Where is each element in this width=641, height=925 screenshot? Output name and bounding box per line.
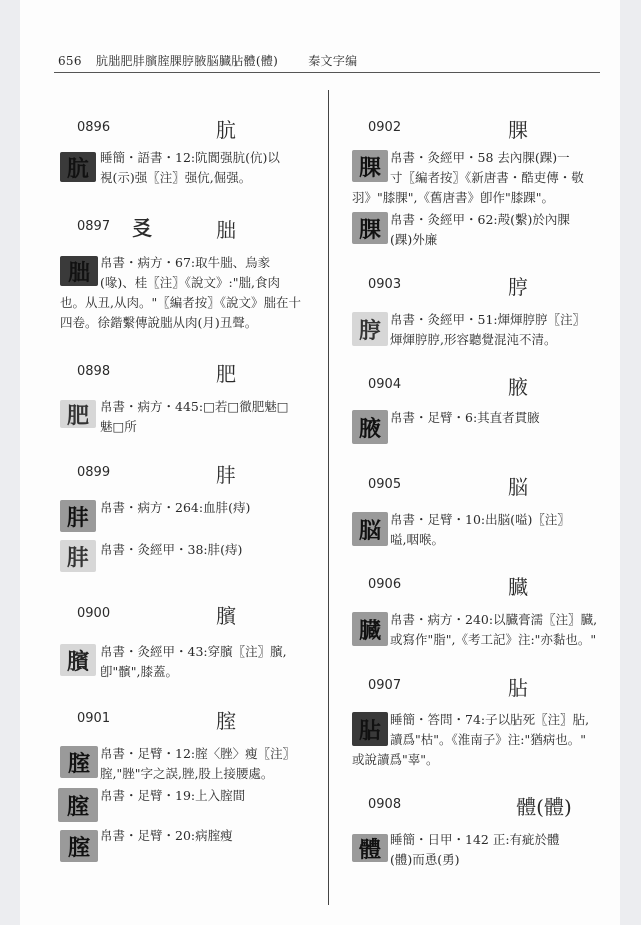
- rubbing-image: 腟: [60, 746, 98, 778]
- entry-number: 0897: [77, 219, 111, 234]
- rubbing-image: 腋: [352, 410, 388, 444]
- citation-line: 四卷。徐鍇繫傳說朏从肉(月)丑聲。: [60, 315, 258, 330]
- citation-line: 帛書・灸經甲・51:煇煇脝脝〖注〗: [390, 312, 586, 327]
- entry-headword: 臏: [216, 604, 236, 628]
- entry-headword: 朏: [216, 218, 236, 242]
- rubbing-image: 腂: [352, 212, 388, 244]
- entry-headword: 胋: [508, 676, 528, 700]
- citation-line: (踝)外廉: [390, 232, 438, 247]
- citation-line: (體)而恿(勇): [390, 852, 460, 867]
- citation-line: 帛書・灸經甲・38:肨(痔): [100, 542, 243, 557]
- rubbing-image: 脳: [352, 512, 388, 546]
- citation-line: 煇煇脝脝,形容聽覺混沌不清。: [390, 332, 557, 347]
- entry-headword: 脳: [508, 475, 528, 499]
- citation-line: 或說讀爲"辜"。: [352, 752, 439, 767]
- entry-number: 0903: [368, 277, 402, 292]
- entry-number: 0900: [77, 606, 111, 621]
- entry-number: 0908: [368, 797, 402, 812]
- rubbing-image: 胋: [352, 712, 388, 746]
- rubbing-image: 肮: [60, 152, 96, 182]
- citation-line: 帛書・足臂・19:上入腟間: [100, 788, 246, 803]
- citation-line: 腟,"脞"字之誤,脞,股上接腰處。: [100, 766, 274, 781]
- column-divider: [328, 90, 329, 905]
- entry-number: 0906: [368, 577, 402, 592]
- citation-line: 睡簡・答問・74:子以胋死〖注〗胋,: [390, 712, 590, 727]
- citation-line: 讀爲"枯"。《淮南子》注:"猶病也。": [390, 732, 586, 747]
- citation-line: 帛書・病方・240:以臓膏濡〖注〗臓,: [390, 612, 598, 627]
- citation-line: (喙)、桂〖注〗《說文》:"朏,食肉: [100, 275, 280, 290]
- citation-line: 帛書・病方・264:血肨(痔): [100, 500, 251, 515]
- dictionary-page: [20, 0, 620, 925]
- entry-headword: 體(體): [516, 795, 572, 819]
- entry-headword: 臓: [508, 575, 528, 599]
- rubbing-image: 臓: [352, 612, 388, 646]
- entry-headword: 肨: [216, 463, 236, 487]
- citation-line: 帛書・足臂・10:出脳(嗌)〖注〗: [390, 512, 570, 527]
- rubbing-image: 腂: [352, 150, 388, 182]
- citation-line: 帛書・病方・445:□若□徹肥魅□: [100, 399, 289, 414]
- entry-headword: 肮: [216, 118, 236, 142]
- entry-headword: 肥: [216, 362, 236, 386]
- entry-headword: 腟: [216, 709, 236, 733]
- entry-headword: 腋: [508, 375, 528, 399]
- rubbing-image: 朏: [60, 256, 98, 286]
- citation-line: 睡簡・語書・12:阬閬强肮(伉)以: [100, 150, 280, 165]
- entry-number: 0896: [77, 120, 111, 135]
- entry-number: 0898: [77, 364, 111, 379]
- citation-line: 卽"髕",膝蓋。: [100, 664, 178, 679]
- rubbing-image: 腟: [60, 830, 98, 862]
- entry-headword: 腂: [508, 118, 528, 142]
- citation-line: 羽》"膝腂",《舊唐書》卽作"膝踝"。: [352, 190, 554, 205]
- entry-number: 0899: [77, 465, 111, 480]
- rubbing-image: 臏: [60, 644, 96, 676]
- entry-number: 0905: [368, 477, 402, 492]
- citation-line: 帛書・灸經甲・43:穿臏〖注〗臏,: [100, 644, 287, 659]
- citation-line: 睡簡・日甲・142 正:有疵於體: [390, 832, 560, 847]
- page-number: 656: [58, 54, 82, 68]
- rubbing-image: 肨: [60, 500, 96, 532]
- citation-line: 帛書・病方・67:取牛朏、烏豙: [100, 255, 271, 270]
- header-title: 肮朏肥肨臏腟腂脝腋脳臓胋體(體): [95, 54, 279, 68]
- rubbing-image: 肥: [60, 400, 96, 428]
- citation-line: 帛書・足臂・6:其直者貫腋: [390, 410, 540, 425]
- citation-line: 魅□所: [100, 419, 137, 434]
- entry-number: 0904: [368, 377, 402, 392]
- entry-number: 0907: [368, 678, 402, 693]
- citation-line: 帛書・足臂・12:腟〈脞〉瘦〖注〗: [100, 746, 296, 761]
- running-header: [58, 52, 357, 69]
- rubbing-image: 脝: [352, 312, 388, 346]
- header-category: 秦文字编: [308, 54, 358, 68]
- citation-line: 視(示)强〖注〗强伉,倔强。: [100, 170, 252, 185]
- seal-glyph: 㕛: [132, 216, 152, 240]
- rubbing-image: 腟: [58, 788, 98, 822]
- citation-line: 帛書・足臂・20:病腟瘦: [100, 828, 233, 843]
- rubbing-image: 肨: [60, 540, 96, 572]
- header-rule: [54, 72, 600, 73]
- citation-line: 嗌,咽喉。: [390, 532, 444, 547]
- citation-line: 帛書・灸經甲・58 去內腂(踝)一: [390, 150, 570, 165]
- citation-line: 寸〖編者按〗《新唐書・酷吏傳・敬: [390, 170, 584, 185]
- citation-line: 或寫作"脂",《考工記》注:"亦黏也。": [390, 632, 597, 647]
- entry-headword: 脝: [508, 275, 528, 299]
- citation-line: 也。从丑,从肉。"〖編者按〗《說文》朏在十: [60, 295, 301, 310]
- entry-number: 0902: [368, 120, 402, 135]
- rubbing-image: 體: [352, 834, 388, 862]
- citation-line: 帛書・灸經甲・62:殸(繫)於內腂: [390, 212, 570, 227]
- entry-number: 0901: [77, 711, 111, 726]
